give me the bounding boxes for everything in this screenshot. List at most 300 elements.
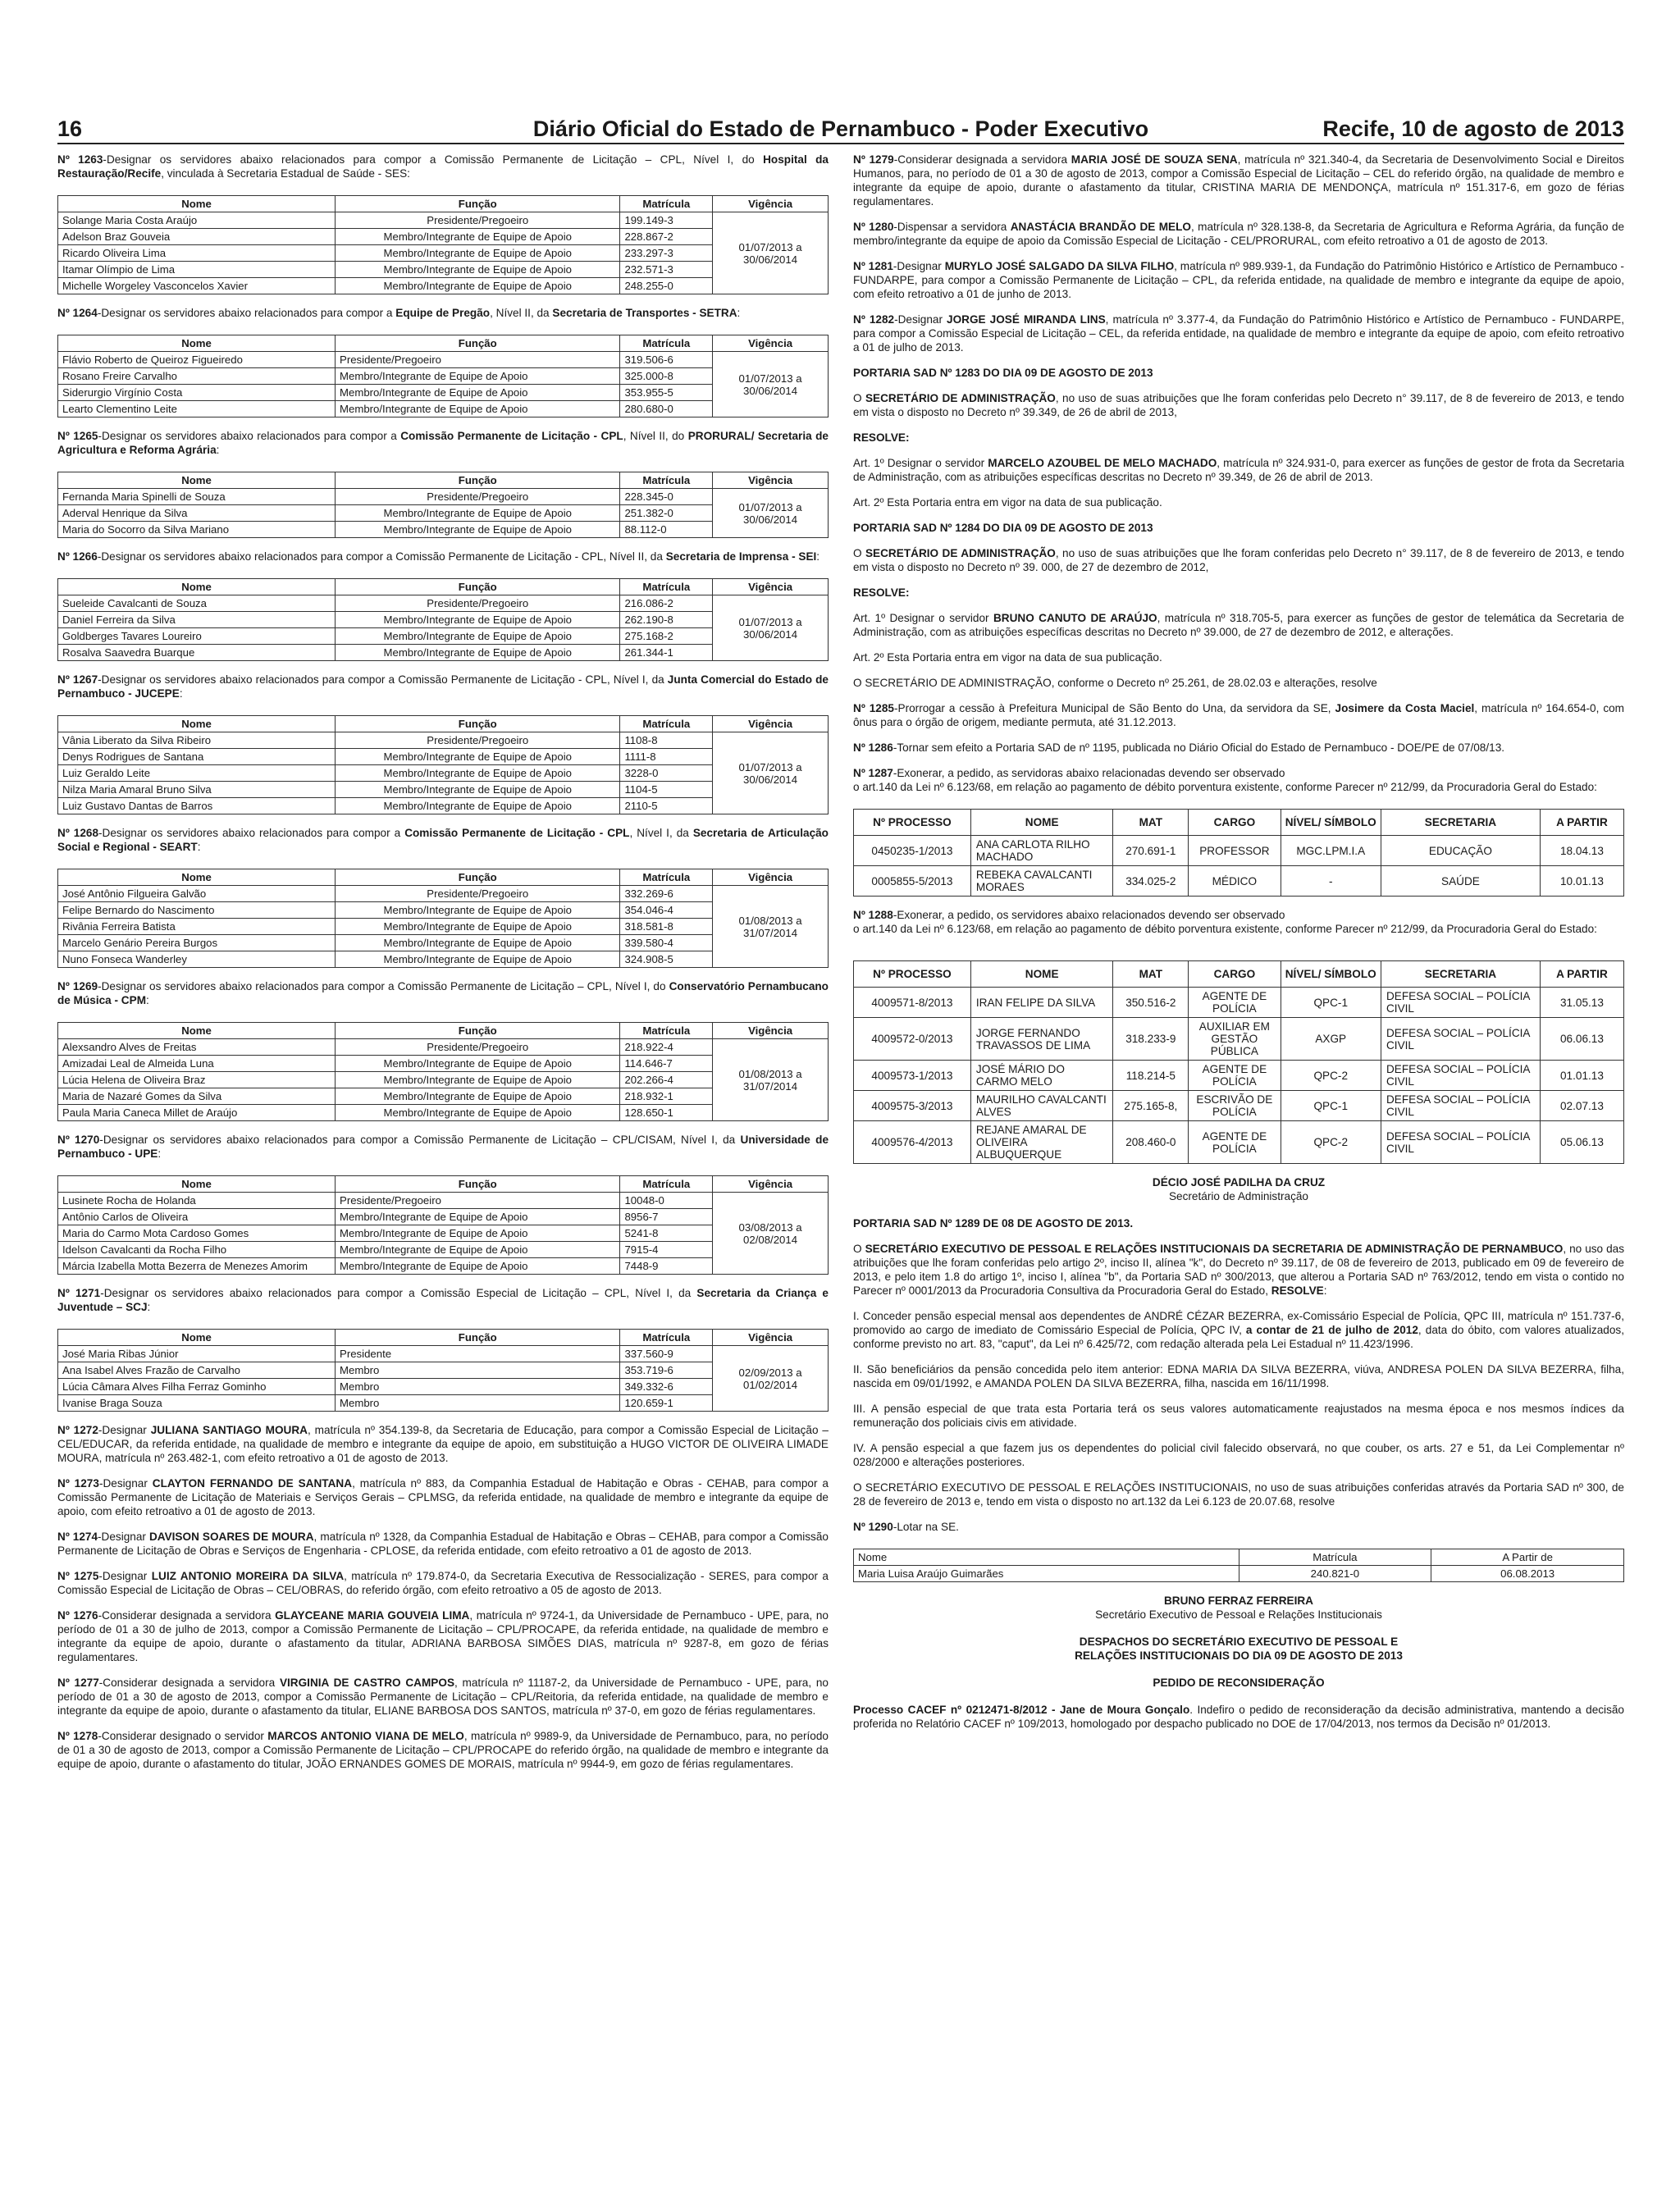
cell-nome: REJANE AMARAL DE OLIVEIRA ALBUQUERQUE: [970, 1121, 1113, 1164]
cell-matricula: 353.955-5: [620, 385, 713, 401]
table-row: [58, 1039, 829, 1056]
column-header: Nome: [58, 869, 336, 886]
cell-nome: Nuno Fonseca Wanderley: [58, 951, 336, 968]
portaria-1266: Nº 1266-Designar os servidores abaixo relacionados para compor a Comissão Permanente de Licitação - CPL, Nível II, da Secretaria de Imprensa - SEI:: [57, 550, 820, 563]
column-header: Função: [336, 196, 620, 212]
cell-funcao: Presidente/Pregoeiro: [336, 489, 620, 505]
table-header-row: [58, 716, 829, 732]
cell-processo: 4009573-1/2013: [854, 1061, 971, 1091]
commission-table-1265: [57, 472, 829, 538]
portaria-1280: Nº 1280-Dispensar a servidora ANASTÁCIA BRANDÃO DE MELO, matrícula nº 328.138-8, da Secretaria de Agricultura e Reforma Agrária, da função de membro/integrante da equipe de apoio da Comissão Especial de Licitação - CEL/PRORURAL, com efeito retroativo a 01 de agosto de 2013.: [853, 221, 1625, 247]
cell-matricula: 1108-8: [620, 732, 713, 749]
cell-funcao: Presidente/Pregoeiro: [336, 886, 620, 902]
column-header: Vigência: [713, 1176, 829, 1193]
cell-nome: Lúcia Helena de Oliveira Braz: [58, 1072, 336, 1088]
cell-funcao: Membro/Integrante de Equipe de Apoio: [336, 278, 620, 294]
table-row: [854, 1061, 1624, 1091]
cell-nome: Maria do Socorro da Silva Mariano: [58, 522, 336, 538]
portaria-1290: Nº 1290-Lotar na SE.: [853, 1521, 959, 1533]
cell-mat: 318.233-9: [1113, 1018, 1189, 1061]
cell-funcao: Membro/Integrante de Equipe de Apoio: [336, 1088, 620, 1105]
cell-cargo: PROFESSOR: [1189, 836, 1281, 866]
cell-a-partir: 31.05.13: [1540, 988, 1623, 1018]
cell-matricula: 114.646-7: [620, 1056, 713, 1072]
cell-matricula: 3228-0: [620, 765, 713, 782]
cell-nome: Ivanise Braga Souza: [58, 1395, 336, 1412]
cell-matricula: 202.266-4: [620, 1072, 713, 1088]
column-header: Vigência: [713, 869, 829, 886]
left-column: [57, 153, 829, 1782]
cell-matricula: 88.112-0: [620, 522, 713, 538]
cell-nome: JOSÉ MÁRIO DO CARMO MELO: [970, 1061, 1113, 1091]
commission-table-1268: [57, 869, 829, 968]
cell-matricula: 337.560-9: [620, 1346, 713, 1362]
portaria-1288: Nº 1288-Exonerar, a pedido, os servidores abaixo relacionados devendo ser observado o art.140 da Lei nº 6.123/68, em relação ao pagamento de débito porventura existente, conforme Parecer nº 212/99, da Procuradoria Geral do Estado:: [853, 909, 1597, 935]
cell-nome: Márcia Izabella Motta Bezerra de Menezes Amorim: [58, 1258, 336, 1275]
cell-funcao: Membro/Integrante de Equipe de Apoio: [336, 522, 620, 538]
cell-funcao: Membro/Integrante de Equipe de Apoio: [336, 935, 620, 951]
cell-a-partir: 18.04.13: [1540, 836, 1623, 866]
cell-processo: 4009576-4/2013: [854, 1121, 971, 1164]
column-header: Vigência: [713, 716, 829, 732]
column-header: Vigência: [713, 196, 829, 212]
table-row: [854, 1566, 1624, 1582]
cell-funcao: Membro/Integrante de Equipe de Apoio: [336, 262, 620, 278]
cell-funcao: Membro/Integrante de Equipe de Apoio: [336, 645, 620, 661]
column-header: Função: [336, 869, 620, 886]
cell-nome: JORGE FERNANDO TRAVASSOS DE LIMA: [970, 1018, 1113, 1061]
cell-nome: Luiz Geraldo Leite: [58, 765, 336, 782]
table-row: [854, 1091, 1624, 1121]
cell-secretaria: SAÚDE: [1381, 866, 1540, 897]
cell-a-partir: 10.01.13: [1540, 866, 1623, 897]
cell-nivel: QPC-2: [1281, 1121, 1381, 1164]
cell-nome: Denys Rodrigues de Santana: [58, 749, 336, 765]
cell-secretaria: EDUCAÇÃO: [1381, 836, 1540, 866]
commission-table-1269: [57, 1022, 829, 1121]
column-header: Vigência: [713, 1023, 829, 1039]
column-header: Nome: [58, 1176, 336, 1193]
cell-cargo: AGENTE DE POLÍCIA: [1189, 988, 1281, 1018]
cell-funcao: Membro: [336, 1379, 620, 1395]
cell-nome: Rosalva Saavedra Buarque: [58, 645, 336, 661]
cell-mat: 118.214-5: [1113, 1061, 1189, 1091]
cell-matricula: 1111-8: [620, 749, 713, 765]
cell-nome: Siderurgio Virgínio Costa: [58, 385, 336, 401]
cell-nome: Felipe Bernardo do Nascimento: [58, 902, 336, 919]
cell-funcao: Membro/Integrante de Equipe de Apoio: [336, 628, 620, 645]
cell-funcao: Membro/Integrante de Equipe de Apoio: [336, 1242, 620, 1258]
cell-funcao: Membro/Integrante de Equipe de Apoio: [336, 385, 620, 401]
cell-cargo: ESCRIVÃO DE POLÍCIA: [1189, 1091, 1281, 1121]
resolve-heading: RESOLVE:: [853, 431, 910, 444]
portaria-1277: Nº 1277-Considerar designada a servidora VIRGINIA DE CASTRO CAMPOS, matrícula nº 11187-2, da Universidade de Pernambuco - UPE, para, no período de 01 a 30 de agosto de 2013, compor a Comissão Permanente de Licitação – CPL/Reitoria, da referida entidade, na qualidade de membro e integrante da equipe de apoio, durante o afastamento da titular, ELIANE BARBOSA DOS SANTOS, matrícula nº 37-0, em gozo de férias regulamentares.: [57, 1677, 829, 1717]
newspaper-title: Diário Oficial do Estado de Pernambuco - Poder Executivo: [532, 116, 1149, 141]
cell-a-partir: 06.08.2013: [1431, 1566, 1624, 1582]
table-row: [854, 866, 1624, 897]
cell-nome: IRAN FELIPE DA SILVA: [970, 988, 1113, 1018]
cell-nome: Sueleide Cavalcanti de Souza: [58, 595, 336, 612]
cell-nome: José Maria Ribas Júnior: [58, 1346, 336, 1362]
cell-matricula: 228.867-2: [620, 229, 713, 245]
portaria-1273: Nº 1273-Designar CLAYTON FERNANDO DE SANTANA, matrícula nº 883, da Companhia Estadual de Habitação e Obras - CEHAB, para compor a Comissão Permanente de Licitação de Materiais e Serviços Gerais – CPLMSG, da referida entidade, na qualidade de membro e integrante da equipe de apoio, com efeito retroativo a 01 de agosto de 2013.: [57, 1477, 829, 1517]
cell-nome: REBEKA CAVALCANTI MORAES: [970, 866, 1113, 897]
cell-matricula: 199.149-3: [620, 212, 713, 229]
portaria-1270: Nº 1270-Designar os servidores abaixo relacionados para compor a Comissão Permanente de Licitação – CPL/CISAM, Nível I, da Universidade de Pernambuco - UPE:: [57, 1134, 829, 1160]
column-header: Nome: [58, 1023, 336, 1039]
cell-cargo: AUXILIAR EM GESTÃO PÚBLICA: [1189, 1018, 1281, 1061]
column-header: NOME: [970, 810, 1113, 836]
portaria-1289-item-3: III. A pensão especial de que trata esta Portaria terá os seus valores automaticamente reajustados na mesma época e nos mesmos índices da remuneração dos policiais civis em atividade.: [853, 1403, 1624, 1429]
cell-nome: Paula Maria Caneca Millet de Araújo: [58, 1105, 336, 1121]
exoneration-table-1287: [853, 809, 1624, 897]
cell-nome: Rosano Freire Carvalho: [58, 368, 336, 385]
processo-cacef: Processo CACEF nº 0212471-8/2012 - Jane de Moura Gonçalo. Indefiro o pedido de reconsideração da decisão administrativa, mantendo a decisão proferida no Relatório CACEF nº 109/2013, homologado por despacho publicado no DOE de 17/04/2013, nos termos da Decisão nº 01/2013.: [853, 1704, 1624, 1730]
cell-funcao: Membro/Integrante de Equipe de Apoio: [336, 782, 620, 798]
signatory-name: DÉCIO JOSÉ PADILHA DA CRUZ: [1152, 1176, 1326, 1189]
cell-matricula: 353.719-6: [620, 1362, 713, 1379]
portaria-1278: Nº 1278-Considerar designado o servidor MARCOS ANTONIO VIANA DE MELO, matrícula nº 9989-9, da Universidade de Pernambuco, para, no período de 01 a 30 de agosto de 2013, compor a Comissão Permanente de Licitação – CPL/PROCAPE do referido órgão, na qualidade de membro e integrante da equipe de apoio, durante o afastamento do titular, JOÃO ERNANDES GOMES DE MORAIS, matrícula nº 9944-9, em gozo de férias regulamentares.: [57, 1730, 829, 1770]
cell-nome: Marcelo Genário Pereira Burgos: [58, 935, 336, 951]
cell-nome: Maria Luisa Araújo Guimarães: [854, 1566, 1239, 1582]
cell-matricula: 251.382-0: [620, 505, 713, 522]
portaria-1267: Nº 1267-Designar os servidores abaixo relacionados para compor a Comissão Permanente de Licitação - CPL, Nível I, da Junta Comercial do Estado de Pernambuco - JUCEPE:: [57, 673, 829, 700]
cell-vigencia: 01/07/2013 a 30/06/2014: [713, 489, 829, 538]
column-header: Nº PROCESSO: [854, 961, 971, 988]
cell-funcao: Membro/Integrante de Equipe de Apoio: [336, 368, 620, 385]
cell-funcao: Membro/Integrante de Equipe de Apoio: [336, 902, 620, 919]
portaria-1284-title: PORTARIA SAD Nº 1284 DO DIA 09 DE AGOSTO DE 2013: [853, 522, 1153, 534]
cell-nome: MAURILHO CAVALCANTI ALVES: [970, 1091, 1113, 1121]
cell-matricula: 318.581-8: [620, 919, 713, 935]
cell-funcao: Membro: [336, 1395, 620, 1412]
column-header: Vigência: [713, 579, 829, 595]
cell-matricula: 325.000-8: [620, 368, 713, 385]
cell-vigencia: 02/09/2013 a 01/02/2014: [713, 1346, 829, 1412]
cell-nome: José Antônio Filgueira Galvão: [58, 886, 336, 902]
cell-matricula: 120.659-1: [620, 1395, 713, 1412]
portaria-1286: Nº 1286-Tornar sem efeito a Portaria SAD de nº 1195, publicada no Diário Oficial do Estado de Pernambuco - DOE/PE de 07/08/13.: [853, 741, 1505, 754]
column-header: NOME: [970, 961, 1113, 988]
column-header: CARGO: [1189, 961, 1281, 988]
cell-funcao: Presidente/Pregoeiro: [336, 1193, 620, 1209]
cell-matricula: 216.086-2: [620, 595, 713, 612]
cell-funcao: Membro/Integrante de Equipe de Apoio: [336, 1105, 620, 1121]
table-header-row: [58, 1023, 829, 1039]
portaria-1284-art2: Art. 2º Esta Portaria entra em vigor na data de sua publicação.: [853, 651, 1162, 664]
column-header: Nome: [58, 472, 336, 489]
cell-nome: Lúcia Câmara Alves Filha Ferraz Gominho: [58, 1379, 336, 1395]
exoneration-table-1288: [853, 960, 1624, 1164]
column-header: Função: [336, 579, 620, 595]
cell-funcao: Membro/Integrante de Equipe de Apoio: [336, 749, 620, 765]
column-header: NÍVEL/ SÍMBOLO: [1281, 810, 1381, 836]
column-header: Matrícula: [620, 472, 713, 489]
column-header: Função: [336, 472, 620, 489]
cell-nome: Michelle Worgeley Vasconcelos Xavier: [58, 278, 336, 294]
portaria-1275: Nº 1275-Designar LUIZ ANTONIO MOREIRA DA SILVA, matrícula nº 179.874-0, da Secretaria Executiva de Ressocialização - SERES, para compor a Comissão Especial de Licitação de Obras – CEL/OBRAS, do referido órgão, com efeito retroativo a 05 de agosto de 2013.: [57, 1570, 829, 1596]
cell-secretaria: DEFESA SOCIAL – POLÍCIA CIVIL: [1381, 1121, 1540, 1164]
table-header-row: [58, 335, 829, 352]
column-header: NÍVEL/ SÍMBOLO: [1281, 961, 1381, 988]
cell-vigencia: 01/07/2013 a 30/06/2014: [713, 212, 829, 294]
cell-funcao: Membro/Integrante de Equipe de Apoio: [336, 1209, 620, 1225]
cell-funcao: Membro/Integrante de Equipe de Apoio: [336, 1258, 620, 1275]
cell-vigencia: 01/07/2013 a 30/06/2014: [713, 595, 829, 661]
portaria-1264: Nº 1264-Designar os servidores abaixo relacionados para compor a Equipe de Pregão, Nível II, da Secretaria de Transportes - SETRA:: [57, 307, 741, 319]
portaria-1289-item-2: II. São beneficiários da pensão concedida pelo item anterior: EDNA MARIA DA SILVA BEZERRA, viúva, ANDRESA POLEN DA SILVA BEZERRA, filha, nascida em 09/01/1992, e AMANDA POLEN DA SILVA BEZERRA, filha, nascida em 16/11/1998.: [853, 1363, 1624, 1389]
table-row: [854, 1018, 1624, 1061]
column-header: Função: [336, 1330, 620, 1346]
cell-matricula: 228.345-0: [620, 489, 713, 505]
column-header: Matrícula: [620, 579, 713, 595]
cell-a-partir: 06.06.13: [1540, 1018, 1623, 1061]
portaria-1271: Nº 1271-Designar os servidores abaixo relacionados para compor a Comissão Especial de Licitação – CPL, Nível I, da Secretaria da Criança e Juventude – SCJ:: [57, 1287, 829, 1313]
commission-table-1266: [57, 578, 829, 661]
cell-nome: Nilza Maria Amaral Bruno Silva: [58, 782, 336, 798]
cell-funcao: Presidente/Pregoeiro: [336, 595, 620, 612]
cell-nome: Daniel Ferreira da Silva: [58, 612, 336, 628]
commission-table-1271: [57, 1329, 829, 1412]
table-header-row: [58, 869, 829, 886]
column-header: Matrícula: [620, 335, 713, 352]
column-header: Matrícula: [620, 869, 713, 886]
column-header: Nome: [854, 1549, 1239, 1566]
column-header: Vigência: [713, 1330, 829, 1346]
cell-matricula: 332.269-6: [620, 886, 713, 902]
cell-matricula: 7448-9: [620, 1258, 713, 1275]
portaria-1281: Nº 1281-Designar MURYLO JOSÉ SALGADO DA SILVA FILHO, matrícula nº 989.939-1, da Fundação do Patrimônio Histórico e Artístico de Pernambuco - FUNDARPE, para compor a Comissão Permanente de Licitação – CPL, da referida entidade, na qualidade de membro e integrante da equipe de apoio, com efeito retroativo a 01 de junho de 2013.: [853, 260, 1624, 300]
cell-funcao: Membro/Integrante de Equipe de Apoio: [336, 1056, 620, 1072]
column-header: Nº PROCESSO: [854, 810, 971, 836]
cell-matricula: 218.932-1: [620, 1088, 713, 1105]
edition-date: Recife, 10 de agosto de 2013: [1322, 116, 1624, 141]
commission-table-1264: [57, 335, 829, 417]
cell-matricula: 354.046-4: [620, 902, 713, 919]
pedido-reconsideracao-heading: PEDIDO DE RECONSIDERAÇÃO: [1153, 1677, 1325, 1689]
portaria-1282: Nº 1282-Designar JORGE JOSÉ MIRANDA LINS, matrícula nº 3.377-4, da Fundação do Patrimônio Histórico e Artístico de Pernambuco - FUNDARPE, para compor a Comissão Especial de Licitação – CEL, da referida entidade, na qualidade de membro e integrante da equipe de apoio, com efeito retroativo a 01 de julho de 2013.: [853, 313, 1624, 354]
table-row: [58, 1193, 829, 1209]
cell-nome: Maria do Carmo Mota Cardoso Gomes: [58, 1225, 336, 1242]
table-header-row: [854, 961, 1624, 988]
cell-nome: Idelson Cavalcanti da Rocha Filho: [58, 1242, 336, 1258]
cell-matricula: 280.680-0: [620, 401, 713, 417]
column-header: Função: [336, 1176, 620, 1193]
cell-vigencia: 01/07/2013 a 30/06/2014: [713, 352, 829, 417]
cell-mat: 208.460-0: [1113, 1121, 1189, 1164]
portaria-1283-title: PORTARIA SAD Nº 1283 DO DIA 09 DE AGOSTO DE 2013: [853, 367, 1153, 379]
table-row: [58, 886, 829, 902]
cell-matricula: 232.571-3: [620, 262, 713, 278]
cell-processo: 4009575-3/2013: [854, 1091, 971, 1121]
column-header: A PARTIR: [1540, 810, 1623, 836]
cell-nome: ANA CARLOTA RILHO MACHADO: [970, 836, 1113, 866]
cell-a-partir: 01.01.13: [1540, 1061, 1623, 1091]
signatory-role: Secretário de Administração: [1168, 1190, 1308, 1202]
table-row: [58, 489, 829, 505]
cell-funcao: Membro/Integrante de Equipe de Apoio: [336, 765, 620, 782]
cell-nome: Adelson Braz Gouveia: [58, 229, 336, 245]
cell-nome: Lusinete Rocha de Holanda: [58, 1193, 336, 1209]
column-header: Função: [336, 1023, 620, 1039]
cell-funcao: Presidente/Pregoeiro: [336, 732, 620, 749]
column-header: Matrícula: [620, 1330, 713, 1346]
cell-funcao: Presidente/Pregoeiro: [336, 352, 620, 368]
column-header: Vigência: [713, 472, 829, 489]
table-header-row: [854, 810, 1624, 836]
cell-nome: Amizadai Leal de Almeida Luna: [58, 1056, 336, 1072]
column-header: Matrícula: [1239, 1549, 1431, 1566]
table-row: [58, 352, 829, 368]
cell-nome: Alexsandro Alves de Freitas: [58, 1039, 336, 1056]
table-row: [58, 732, 829, 749]
despachos-heading: DESPACHOS DO SECRETÁRIO EXECUTIVO DE PESSOAL E RELAÇÕES INSTITUCIONAIS DO DIA 09 DE AGOSTO DE 2013: [1075, 1636, 1403, 1662]
table-row: [854, 988, 1624, 1018]
cell-funcao: Membro: [336, 1362, 620, 1379]
column-header: Função: [336, 716, 620, 732]
cell-matricula: 324.908-5: [620, 951, 713, 968]
column-header: Matrícula: [620, 196, 713, 212]
column-header: Matrícula: [620, 1176, 713, 1193]
column-header: Nome: [58, 335, 336, 352]
right-column: [853, 153, 1624, 1742]
cell-nivel: MGC.LPM.I.A: [1281, 836, 1381, 866]
cell-nome: Solange Maria Costa Araújo: [58, 212, 336, 229]
cell-nome: Flávio Roberto de Queiroz Figueiredo: [58, 352, 336, 368]
cell-funcao: Membro/Integrante de Equipe de Apoio: [336, 612, 620, 628]
portaria-1283-art2: Art. 2º Esta Portaria entra em vigor na data de sua publicação.: [853, 496, 1162, 509]
commission-table-1267: [57, 715, 829, 814]
commission-table-1270: [57, 1175, 829, 1275]
portaria-1289-item-4: IV. A pensão especial a que fazem jus os dependentes do policial civil falecido observará, no que couber, os arts. 27 e 51, da Lei Complementar nº 028/2000 e alterações posteriores.: [853, 1442, 1624, 1468]
portaria-1285: Nº 1285-Prorrogar a cessão à Prefeitura Municipal de São Bento do Una, da servidora da SE, Josimere da Costa Maciel, matrícula nº 164.654-0, com ônus para o órgão de origem, mediante permuta, até 31.12.2013.: [853, 702, 1625, 728]
cell-a-partir: 05.06.13: [1540, 1121, 1623, 1164]
cell-secretaria: DEFESA SOCIAL – POLÍCIA CIVIL: [1381, 988, 1540, 1018]
cell-matricula: 339.580-4: [620, 935, 713, 951]
cell-funcao: Membro/Integrante de Equipe de Apoio: [336, 798, 620, 814]
cell-nome: Luiz Gustavo Dantas de Barros: [58, 798, 336, 814]
cell-funcao: Presidente: [336, 1346, 620, 1362]
page-header: [57, 115, 1624, 144]
cell-matricula: 261.344-1: [620, 645, 713, 661]
portaria-1283-intro: O SECRETÁRIO DE ADMINISTRAÇÃO, no uso de suas atribuições que lhe foram conferidas pelo Decreto n° 39.117, de 8 de fevereiro de 2013, e tendo em vista o disposto no Decreto nº 39.349, de 26 de abril de 2013,: [853, 392, 1624, 418]
portaria-1272: Nº 1272-Designar JULIANA SANTIAGO MOURA, matrícula nº 354.139-8, da Secretaria de Educação, para compor a Comissão Especial de Licitação – CEL/EDUCAR, da referida entidade, na qualidade de membro e integrante da equipe de apoio, em substituição a HUGO VICTOR DE OLIVEIRA LIMADE MOURA, matrícula nº 263.482-1, com efeito retroativo a 01 de agosto de 2013.: [57, 1424, 829, 1464]
column-header: A PARTIR: [1540, 961, 1623, 988]
column-header: Função: [336, 335, 620, 352]
cell-funcao: Presidente/Pregoeiro: [336, 1039, 620, 1056]
column-header: CARGO: [1189, 810, 1281, 836]
portaria-1268: Nº 1268-Designar os servidores abaixo relacionados para compor a Comissão Permanente de Licitação - CPL, Nível I, da Secretaria de Articulação Social e Regional - SEART:: [57, 827, 829, 853]
cell-funcao: Presidente/Pregoeiro: [336, 212, 620, 229]
cell-matricula: 240.821-0: [1239, 1566, 1431, 1582]
table-row: [854, 1121, 1624, 1164]
column-header: SECRETARIA: [1381, 810, 1540, 836]
table-header-row: [58, 1176, 829, 1193]
cell-mat: 350.516-2: [1113, 988, 1189, 1018]
cell-matricula: 248.255-0: [620, 278, 713, 294]
column-header: Matrícula: [620, 716, 713, 732]
cell-vigencia: 01/08/2013 a 31/07/2014: [713, 886, 829, 968]
signature-block-executive: [853, 1594, 1624, 1622]
cell-secretaria: DEFESA SOCIAL – POLÍCIA CIVIL: [1381, 1091, 1540, 1121]
portaria-1276: Nº 1276-Considerar designada a servidora GLAYCEANE MARIA GOUVEIA LIMA, matrícula nº 9724-1, da Universidade de Pernambuco - UPE, para, no período de 01 a 30 de julho de 2013, compor a Comissão Permanente de Licitação – CPL/PROCAPE, da referida entidade, na qualidade de membro e integrante da equipe de apoio, durante o afastamento da titular, ADRIANA BARBOSA SIMÕES DIAS, matrícula nº 9287-8, em gozo de férias regulamentares.: [57, 1609, 829, 1663]
cell-funcao: Membro/Integrante de Equipe de Apoio: [336, 229, 620, 245]
table-row: [58, 212, 829, 229]
portaria-1289-title: PORTARIA SAD Nº 1289 DE 08 DE AGOSTO DE 2013.: [853, 1217, 1134, 1230]
cell-nivel: QPC-1: [1281, 988, 1381, 1018]
cell-funcao: Membro/Integrante de Equipe de Apoio: [336, 1225, 620, 1242]
cell-processo: 4009572-0/2013: [854, 1018, 971, 1061]
signatory-role: Secretário Executivo de Pessoal e Relações Institucionais: [1095, 1608, 1382, 1621]
cell-matricula: 349.332-6: [620, 1379, 713, 1395]
table-header-row: [58, 196, 829, 212]
portaria-1284-art1: Art. 1º Designar o servidor BRUNO CANUTO DE ARAÚJO, matrícula nº 318.705-5, para exercer as funções de gestor de telemática da Secretaria de Administração, com as atribuições específicas descritas no Decreto nº 39.000, de 27 de dezembro de 2012, e alterações.: [853, 612, 1624, 638]
cell-matricula: 5241-8: [620, 1225, 713, 1242]
cell-nome: Fernanda Maria Spinelli de Souza: [58, 489, 336, 505]
portaria-1265: Nº 1265-Designar os servidores abaixo relacionados para compor a Comissão Permanente de Licitação - CPL, Nível II, do PRORURAL/ Secretaria de Agricultura e Reforma Agrária:: [57, 430, 829, 456]
column-header: SECRETARIA: [1381, 961, 1540, 988]
cell-funcao: Membro/Integrante de Equipe de Apoio: [336, 245, 620, 262]
cell-nome: Aderval Henrique da Silva: [58, 505, 336, 522]
cell-nivel: AXGP: [1281, 1018, 1381, 1061]
signatory-name: BRUNO FERRAZ FERREIRA: [1163, 1595, 1313, 1607]
cell-nome: Rivânia Ferreira Batista: [58, 919, 336, 935]
cell-matricula: 8956-7: [620, 1209, 713, 1225]
table-row: [58, 1346, 829, 1362]
cell-vigencia: 01/08/2013 a 31/07/2014: [713, 1039, 829, 1121]
resolve-heading: RESOLVE:: [853, 586, 910, 599]
cell-cargo: AGENTE DE POLÍCIA: [1189, 1121, 1281, 1164]
table-row: [58, 595, 829, 612]
cell-mat: 334.025-2: [1113, 866, 1189, 897]
cell-nome: Itamar Olímpio de Lima: [58, 262, 336, 278]
cell-matricula: 1104-5: [620, 782, 713, 798]
cell-nome: Ricardo Oliveira Lima: [58, 245, 336, 262]
cell-nivel: QPC-1: [1281, 1091, 1381, 1121]
cell-mat: 275.165-8,: [1113, 1091, 1189, 1121]
column-header: Nome: [58, 196, 336, 212]
portaria-1274: Nº 1274-Designar DAVISON SOARES DE MOURA, matrícula nº 1328, da Companhia Estadual de Habitação e Obras – CEHAB, para compor a Comissão Permanente de Licitação de Obras e Serviços de Engenharia - CPLOSE, da referida entidade, com efeito retroativo a 01 de agosto de 2013.: [57, 1531, 829, 1557]
column-header: MAT: [1113, 961, 1189, 988]
cell-processo: 4009571-8/2013: [854, 988, 971, 1018]
portaria-1287: Nº 1287-Exonerar, a pedido, as servidoras abaixo relacionadas devendo ser observado o art.140 da Lei nº 6.123/68, em relação ao pagamento de débito porventura existente, conforme Parecer nº 212/99, da Procuradoria Geral do Estado:: [853, 767, 1597, 793]
cell-matricula: 319.506-6: [620, 352, 713, 368]
column-header: Nome: [58, 716, 336, 732]
column-header: Nome: [58, 579, 336, 595]
cell-mat: 270.691-1: [1113, 836, 1189, 866]
column-header: Matrícula: [620, 1023, 713, 1039]
cell-nivel: QPC-2: [1281, 1061, 1381, 1091]
table-header-row: [58, 1330, 829, 1346]
column-header: MAT: [1113, 810, 1189, 836]
cell-matricula: 128.650-1: [620, 1105, 713, 1121]
cell-secretaria: DEFESA SOCIAL – POLÍCIA CIVIL: [1381, 1018, 1540, 1061]
cell-cargo: AGENTE DE POLÍCIA: [1189, 1061, 1281, 1091]
cell-cargo: MÉDICO: [1189, 866, 1281, 897]
cell-vigencia: 03/08/2013 a 02/08/2014: [713, 1193, 829, 1275]
cell-matricula: 10048-0: [620, 1193, 713, 1209]
table-row: [854, 836, 1624, 866]
cell-matricula: 218.922-4: [620, 1039, 713, 1056]
cell-matricula: 275.168-2: [620, 628, 713, 645]
commission-table-1263: [57, 195, 829, 294]
cell-processo: 0450235-1/2013: [854, 836, 971, 866]
portaria-1279: Nº 1279-Considerar designada a servidora MARIA JOSÉ DE SOUZA SENA, matrícula nº 321.340-4, da Secretaria de Desenvolvimento Social e Direitos Humanos, para, no período de 01 a 30 de agosto de 2013, compor a Comissão Especial de Licitação – CEL do referido órgão, na qualidade de membro e integrante da equipe de apoio, durante o afastamento da titular, CRISTINA MARIA DE MENDONÇA, matrícula nº 151.317-6, em gozo de férias regulamentares.: [853, 153, 1624, 208]
cell-nome: Goldberges Tavares Loureiro: [58, 628, 336, 645]
lotacao-table: [853, 1549, 1624, 1582]
cell-funcao: Membro/Integrante de Equipe de Apoio: [336, 401, 620, 417]
cell-nome: Learto Clementino Leite: [58, 401, 336, 417]
